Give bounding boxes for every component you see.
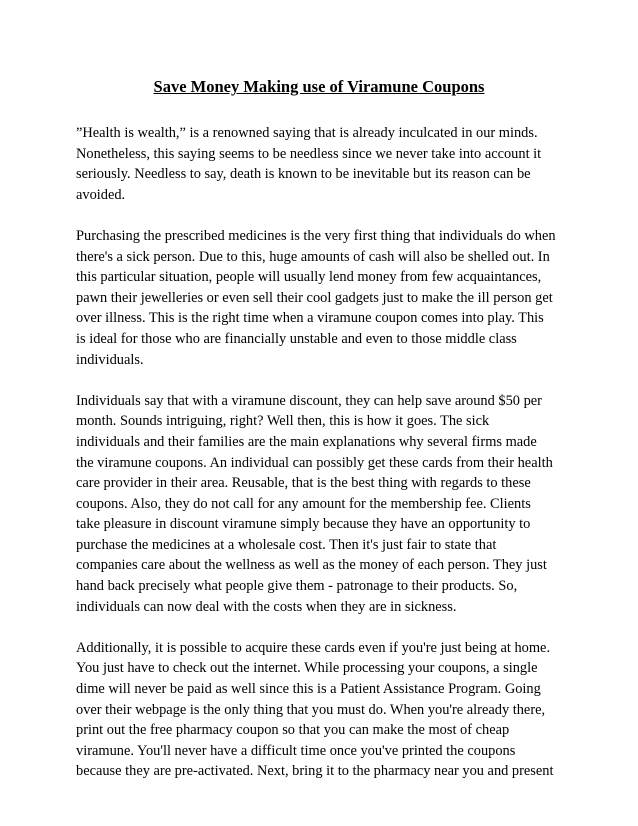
text-line: avoided. <box>76 186 126 203</box>
text-line: individuals. <box>76 351 144 368</box>
text-line: month. Sounds intriguing, right? Well then, this is how it goes. The sick <box>76 413 490 430</box>
text-line: there's a sick person. Due to this, huge amounts of cash will also be shelled out. In <box>76 248 550 265</box>
text-line: print out the free pharmacy coupon so that you can make the most of cheap <box>76 722 510 739</box>
paragraph-3 <box>76 391 576 618</box>
paragraph-1 <box>76 123 576 205</box>
paragraph-4 <box>76 638 576 782</box>
text-line: pawn their jewelleries or even sell their cool gadgets just to make the ill person get <box>76 289 553 306</box>
text-line: dime will never be paid as well since this is a Patient Assistance Program. Going <box>76 681 541 698</box>
text-line: Purchasing the prescribed medicines is the very first thing that individuals do when <box>76 227 556 244</box>
text-line: individuals can now deal with the costs when they are in sickness. <box>76 598 457 615</box>
text-line: care provider in their area. Reusable, that is the best thing with regards to these <box>76 475 531 492</box>
text-line: companies care about the wellness as well as the money of each person. They just <box>76 557 547 574</box>
document-title: Save Money Making use of Viramune Coupons <box>153 77 485 96</box>
text-line: purchase the medicines at a wholesale cost. Then it's just fair to state that <box>76 536 497 553</box>
text-line: Additionally, it is possible to acquire these cards even if you're just being at home. <box>76 639 551 656</box>
text-line: the viramune coupons. An individual can possibly get these cards from their health <box>76 454 553 471</box>
text-line: coupons. Also, they do not call for any amount for the membership fee. Clients <box>76 495 531 512</box>
text-line: Nonetheless, this saying seems to be needless since we never take into account it <box>76 145 542 162</box>
text-line: take pleasure in discount viramune simply because they have an opportunity to <box>76 516 531 533</box>
text-line: hand back precisely what people give them - patronage to their products. So, <box>76 578 518 595</box>
text-line: viramune. You'll never have a difficult time once you've printed the coupons <box>76 742 516 759</box>
text-line: because they are pre-activated. Next, bring it to the pharmacy near you and present <box>76 763 554 780</box>
paragraph-2 <box>76 226 576 370</box>
text-line: ”Health is wealth,” is a renowned saying that is already inculcated in our minds. <box>76 125 538 141</box>
text-line: Individuals say that with a viramune discount, they can help save around $50 per <box>76 392 542 409</box>
text-line: You just have to check out the internet. While processing your coupons, a single <box>76 660 538 677</box>
text-line: is ideal for those who are financially unstable and even to those middle class <box>76 330 517 347</box>
text-line: this particular situation, people will usually lend money from few acquaintances, <box>76 269 542 286</box>
text-line: over their webpage is the only thing that you must do. When you're already there, <box>76 701 546 718</box>
document-body <box>76 123 576 803</box>
text-line: individuals and their families are the main explanations why several firms made <box>76 433 537 450</box>
text-line: seriously. Needless to say, death is known to be inevitable but its reason can be <box>76 166 531 183</box>
text-line: over illness. This is the right time when a viramune coupon comes into play. This <box>76 310 544 327</box>
